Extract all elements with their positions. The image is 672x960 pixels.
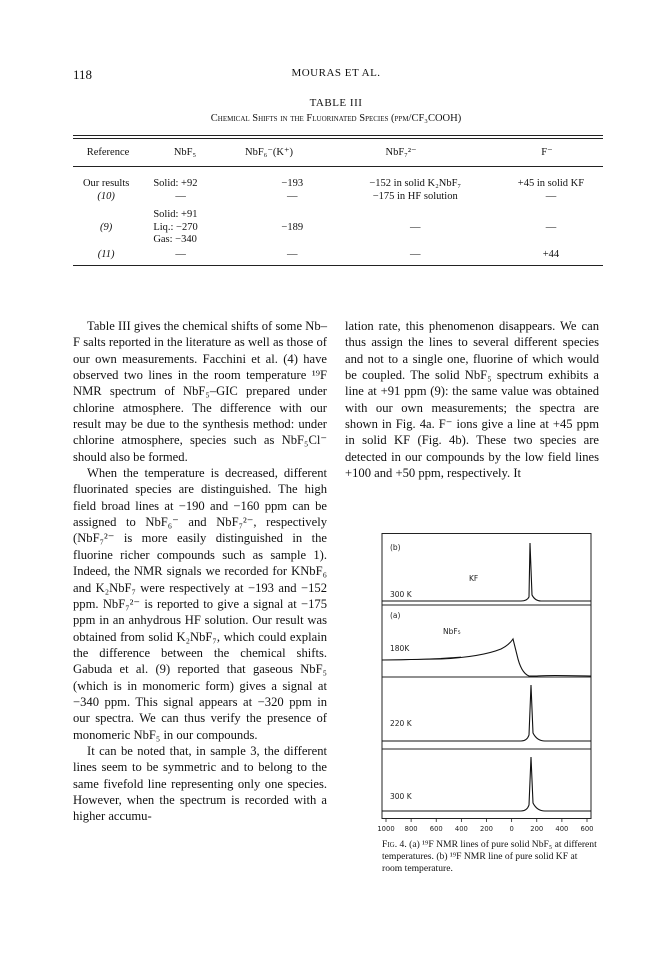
data-table — [73, 178, 603, 261]
col-header-nbf6: NbF₆⁻(K⁺) — [245, 147, 293, 158]
table-caption — [0, 113, 672, 124]
cell-nbf6: −189 — [281, 221, 304, 233]
table-row — [73, 247, 603, 262]
figure-caption-text: (a) ¹⁹F NMR lines of pure solid NbF₅ at different temperatures. (b) ¹⁹F NMR line of pure solid KF at room temperature. — [382, 839, 597, 874]
figure-caption — [382, 839, 600, 875]
cell-nbf6: −193 — [281, 178, 304, 189]
paragraph: When the temperature is decreased, different fluorinated species are distinguished. The high field broad lines at −190 and −160 ppm can be assigned to NbF₆⁻ and NbF₇²⁻, respectively (NbF₇²⁻ is more easily distinguished in the fluorine richer compounds such as sample 1). Indeed, the NMR signals we recorded for KNbF₆ and K₂NbF₇ were respectively at −193 and −152 ppm. NbF₇²⁻ is reported to give a signal at −175 ppm in an anhydrous HF solution. Our result was obtained from solid K₂NbF₇, which could explain the difference between the chemical shifts. Gabuda et al. (9) reported that gaseous NbF₅ (which is in monomeric form) gives a signal at −340 ppm. This signal appears at −320 ppm in our spectra. We can thus verify the presence of monomeric NbF₅ in our compounds. — [73, 466, 327, 742]
table-row — [73, 191, 603, 204]
cell-fluoride: +45 in solid KF — [517, 178, 585, 189]
figure-caption-label: Fig. 4. — [382, 839, 407, 850]
nmr-spectra-svg — [377, 533, 594, 835]
cell-nbf7 — [332, 203, 499, 222]
table-row — [73, 178, 603, 191]
paragraph: lation rate, this phenomenon disappears. We can thus assign the lines to several different species and not to a single one, fluorine of which would be coupled. The solid NbF₅ spectrum exhibits a line at +91 ppm (9): the same value was obtained with our own measurements; the spectra are shown in Fig. 4a. F⁻ ions give a line at +45 ppm in solid KF (Fig. 4b). These two species are detected in our compounds by the low field lines +100 and +50 ppm, respectively. It — [345, 319, 599, 481]
kf-label: KF — [469, 574, 479, 583]
panel-a-label: (a) — [390, 611, 401, 620]
cell-nbf7: — — [409, 221, 421, 233]
paragraph: It can be noted that, in sample 3, the different lines seem to be symmetric and to belong to the same fivefold line representing only one species. However, when the spectrum is recorded with a higher accumu- — [73, 743, 327, 824]
cell-nbf5: Liq.: −270 — [153, 221, 198, 233]
cell-nbf5: — — [175, 190, 186, 202]
cell-reference: (11) — [97, 248, 115, 260]
table-row — [73, 222, 603, 235]
cell-reference: (10) — [97, 190, 115, 202]
nbf5-180k-trace — [382, 639, 591, 676]
x-tick-label: 1000 — [377, 825, 395, 833]
table-header — [73, 147, 603, 160]
cell-nbf5: Solid: +91 — [153, 209, 198, 220]
page-number: 118 — [73, 67, 93, 82]
col-header-nbf7: NbF₇²⁻ — [385, 147, 417, 158]
cell-nbf5: Gas: −340 — [153, 234, 197, 245]
paragraph: Table III gives the chemical shifts of some Nb–F salts reported in the literature as well as those of our own measurements. Facchini et al. (4) have observed two lines in the room temperature ¹⁹F NMR spectrum of NbF₅–GIC prepared under chlorine atmosphere. The difference with our result may be due to the synthesis method: under chlorine atmosphere, species such as NbF₅Cl⁻ should also be formed. — [73, 319, 327, 464]
cell-reference — [73, 203, 139, 222]
table-mid-rule — [73, 166, 603, 167]
x-tick-label: 800 — [404, 825, 418, 833]
cell-fluoride: — — [545, 221, 557, 233]
col-header-reference: Reference — [86, 147, 130, 158]
cell-nbf7 — [332, 234, 499, 247]
x-axis — [377, 818, 593, 833]
cell-reference — [73, 234, 139, 247]
x-tick-label: 600 — [429, 825, 443, 833]
temp-label-a3: 300 K — [390, 792, 412, 801]
nbf5-220k-trace — [382, 685, 591, 741]
table-row — [73, 234, 603, 247]
x-tick-label: 400 — [454, 825, 468, 833]
left-text-column — [73, 318, 327, 825]
cell-nbf5: — — [175, 248, 186, 260]
cell-fluoride — [499, 234, 603, 247]
table-bottom-rule — [73, 265, 603, 266]
table-top-rule-2 — [73, 138, 603, 139]
table-label: TABLE III — [309, 97, 363, 109]
x-tick-label: 0 — [509, 825, 514, 833]
x-tick-label: 200 — [480, 825, 493, 833]
cell-fluoride: +44 — [542, 248, 560, 260]
nmr-figure — [377, 533, 594, 835]
cell-fluoride: — — [545, 190, 557, 202]
x-tick-label: 400 — [555, 825, 569, 833]
panel-b-label: (b) — [390, 543, 401, 552]
kf-spectrum-trace — [382, 543, 591, 601]
nbf5-300k-trace — [382, 757, 591, 811]
temp-label-b: 300 K — [390, 590, 412, 599]
temp-label-a2: 220 K — [390, 719, 412, 728]
cell-nbf6: — — [287, 190, 298, 202]
cell-nbf5: Solid: +92 — [153, 178, 198, 189]
running-head: MOURAS ET AL. — [291, 67, 381, 79]
table-top-rule — [73, 135, 603, 136]
cell-nbf7: −152 in solid K₂NbF₇ — [369, 178, 462, 189]
right-text-column — [345, 318, 599, 481]
cell-nbf7: −175 in HF solution — [372, 190, 458, 202]
cell-nbf6: — — [287, 248, 298, 260]
cell-nbf6 — [253, 203, 332, 222]
table-row — [73, 203, 603, 222]
cell-reference: (9) — [100, 221, 113, 233]
table-caption-text: Chemical Shifts in the Fluorinated Species (ppm/CF₃COOH) — [210, 113, 462, 124]
cell-nbf6 — [253, 234, 332, 247]
nbf5-label: NbF₅ — [443, 627, 461, 636]
x-tick-label: 600 — [580, 825, 594, 833]
cell-nbf7: — — [409, 248, 421, 260]
cell-reference: Our results — [82, 178, 130, 189]
cell-fluoride — [499, 203, 603, 222]
col-header-nbf5: NbF₅ — [173, 147, 197, 158]
col-header-fluoride: F⁻ — [541, 147, 553, 158]
temp-label-a1: 180K — [390, 644, 410, 653]
x-tick-label: 200 — [530, 825, 544, 833]
